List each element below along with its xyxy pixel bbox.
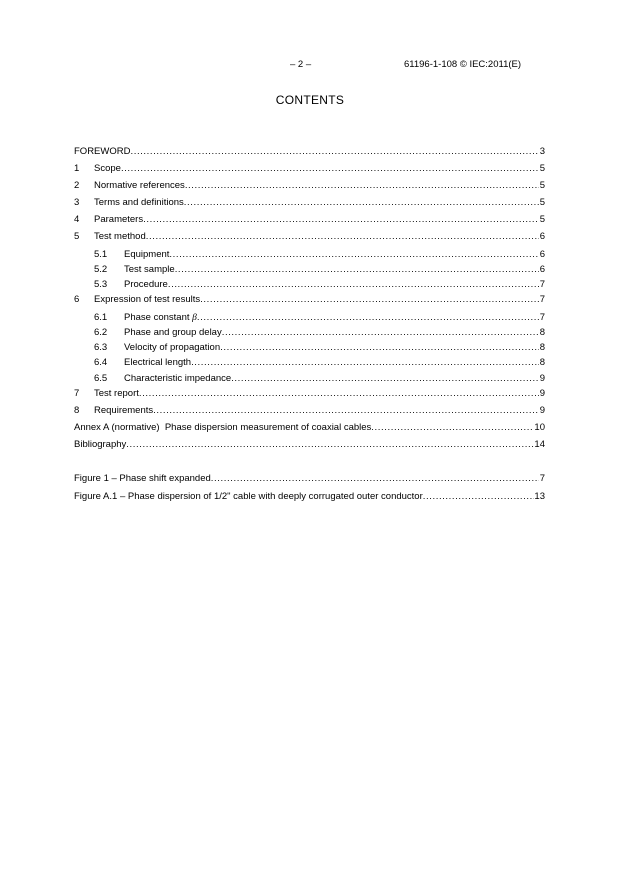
toc-page: 9 [539,373,545,384]
toc-number: 5.1 [94,249,108,260]
toc-entry-velocity-of-propagation[interactable] [74,342,545,355]
toc-page: 5 [539,214,545,225]
figure-label: Figure A.1 – Phase dispersion of 1/2" cable with deeply corrugated outer conductor [74,491,423,502]
toc-label: Parameters [94,214,144,225]
toc-label: Equipment [124,249,170,260]
toc-page: 9 [539,388,545,399]
toc-number: 5.3 [94,279,108,290]
dot-leader [169,249,539,260]
dot-leader [175,264,539,275]
toc-label: Electrical length [124,357,192,368]
toc-number: 6.2 [94,327,108,338]
figure-label: Figure 1 – Phase shift expanded [74,473,211,484]
toc-label: Test report [94,388,139,399]
toc-page: 5 [539,180,545,191]
dot-leader [143,214,539,225]
dot-leader [184,197,539,208]
toc-page: 6 [539,231,545,242]
beta-symbol: β [192,313,197,323]
toc-page: 8 [539,357,545,368]
toc-page: 6 [539,264,545,275]
dot-leader [146,231,539,242]
toc-number: 8 [74,405,80,416]
dot-leader [211,473,539,484]
page-number: – 2 – [290,59,312,70]
toc-label: Procedure [124,279,168,290]
toc-entry-electrical-length[interactable] [74,357,545,370]
toc-label: Bibliography [74,439,127,450]
toc-page: 10 [534,422,545,433]
toc-number: 6 [74,294,80,305]
dot-leader [197,312,539,323]
toc-number: 4 [74,214,80,225]
toc-entry-procedure[interactable] [74,279,545,292]
toc-label: Terms and definitions [94,197,184,208]
toc-label: Test sample [124,264,175,275]
toc-label: FOREWORD [74,146,131,157]
toc-number: 5.2 [94,264,108,275]
toc-page: 14 [534,439,545,450]
toc-label: Velocity of propagation [124,342,221,353]
dot-leader [231,373,539,384]
page-title: CONTENTS [275,93,345,107]
dot-leader [185,180,539,191]
standard-reference: 61196-1-108 © IEC:2011(E) [404,59,522,70]
figure-page: 7 [539,473,545,484]
toc-entry-parameters[interactable] [74,214,545,227]
toc-page: 6 [539,249,545,260]
toc-page: 7 [539,312,545,323]
dot-leader [168,279,539,290]
toc-entry-test-report[interactable] [74,388,545,401]
toc-label: Characteristic impedance [124,373,232,384]
toc-label: Expression of test results [94,294,201,305]
toc-number: 5 [74,231,80,242]
toc-entry-bibliography[interactable] [74,439,545,452]
toc-page: 3 [539,146,545,157]
page-header [0,59,620,73]
toc-entry-terms-and-definitions[interactable] [74,197,545,210]
dot-leader [220,342,539,353]
dot-leader [153,405,539,416]
dot-leader [121,163,539,174]
toc-label: Normative references [94,180,185,191]
dot-leader [126,439,534,450]
toc-page: 7 [539,279,545,290]
dot-leader [371,422,534,433]
toc-label: Scope [94,163,121,174]
toc-page: 8 [539,342,545,353]
toc-label [124,312,197,323]
dot-leader [130,146,539,157]
toc-entry-normative-references[interactable] [74,180,545,193]
toc-page: 8 [539,327,545,338]
toc-label: Test method [94,231,146,242]
toc-number: 6.1 [94,312,108,323]
toc-entry-test-sample[interactable] [74,264,545,277]
toc-label: Phase and group delay [124,327,222,338]
toc-number: 6.5 [94,373,108,384]
figure-page: 13 [534,491,545,502]
toc-page: 5 [539,163,545,174]
toc-entry-phase-and-group-delay[interactable] [74,327,545,340]
toc-entry-test-method[interactable] [74,231,545,244]
dot-leader [222,327,539,338]
toc-label: Annex A (normative) Phase dispersion measurement of coaxial cables [74,422,372,433]
toc-entry-expression-of-test-results[interactable] [74,294,545,307]
toc-number: 6.4 [94,357,108,368]
toc-page: 7 [539,294,545,305]
toc-label-text: Phase constant [124,312,193,323]
toc-entry-annex-a[interactable] [74,422,545,435]
toc-entry-phase-constant[interactable] [74,312,545,325]
toc-entry-equipment[interactable] [74,249,545,262]
toc-entry-requirements[interactable] [74,405,545,418]
toc-number: 6.3 [94,342,108,353]
toc-label: Requirements [94,405,154,416]
toc-number: 1 [74,163,80,174]
toc-page: 5 [539,197,545,208]
toc-entry-foreword[interactable] [74,146,545,159]
toc-entry-characteristic-impedance[interactable] [74,373,545,386]
dot-leader [139,388,539,399]
toc-entry-scope[interactable] [74,163,545,176]
toc-page: 9 [539,405,545,416]
toc-number: 2 [74,180,80,191]
dot-leader [200,294,539,305]
dot-leader [191,357,539,368]
toc-number: 7 [74,388,80,399]
toc-number: 3 [74,197,80,208]
figure-entry-1[interactable] [74,473,545,486]
figure-entry-a1[interactable] [74,491,545,504]
dot-leader [423,491,535,502]
